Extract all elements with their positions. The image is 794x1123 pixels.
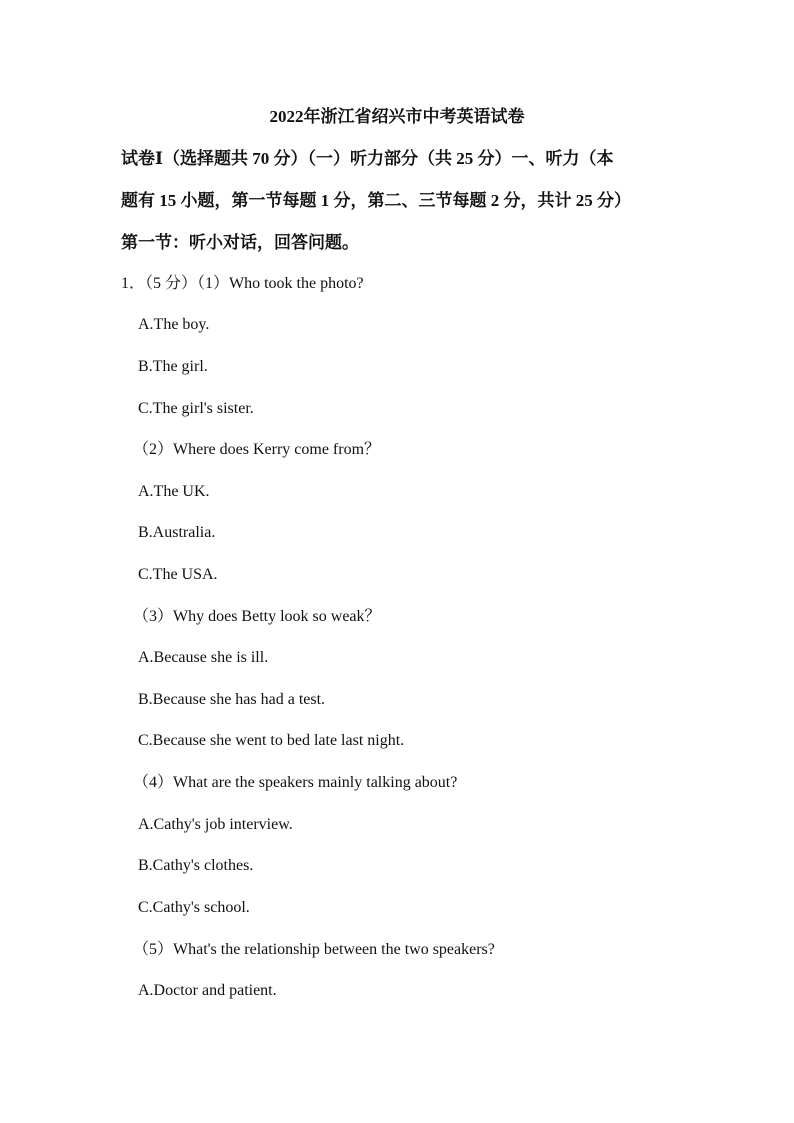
section-header-line-2: 题有 15 小题，第一节每题 1 分，第二、三节每题 2 分，共计 25 分） [121,191,631,210]
q1-option-a: A.The boy. [138,316,210,333]
q1-option-b: B.The girl. [138,358,208,375]
sub-question-3: （3）Why does Betty look so weak？ [133,608,381,625]
sub-question-4: （4）What are the speakers mainly talking about? [133,774,458,791]
q2-option-a: A.The UK. [138,483,210,500]
q3-option-b: B.Because she has had a test. [138,691,326,708]
section-header-line-1: 试卷Ⅰ（选择题共 70 分）（一）听力部分（共 25 分）一、听力（本 [121,149,614,168]
document-title: 2022年浙江省绍兴市中考英语试卷 [269,107,525,126]
q2-option-b: B.Australia. [138,524,216,541]
q3-option-a: A.Because she is ill. [138,649,269,666]
q4-option-a: A.Cathy's job interview. [138,816,293,833]
q4-option-c: C.Cathy's school. [138,899,250,916]
sub-question-5: （5）What's the relationship between the two speakers? [133,941,495,958]
section-header-line-3: 第一节：听小对话，回答问题。 [121,233,359,252]
q5-option-a: A.Doctor and patient. [138,982,277,999]
q3-option-c: C.Because she went to bed late last night. [138,732,405,749]
sub-question-2: （2）Where does Kerry come from？ [133,441,381,458]
q1-option-c: C.The girl's sister. [138,400,254,417]
q2-option-c: C.The USA. [138,566,218,583]
question-1-header: 1．（5 分）（1）Who took the photo? [121,275,364,292]
q4-option-b: B.Cathy's clothes. [138,857,254,874]
